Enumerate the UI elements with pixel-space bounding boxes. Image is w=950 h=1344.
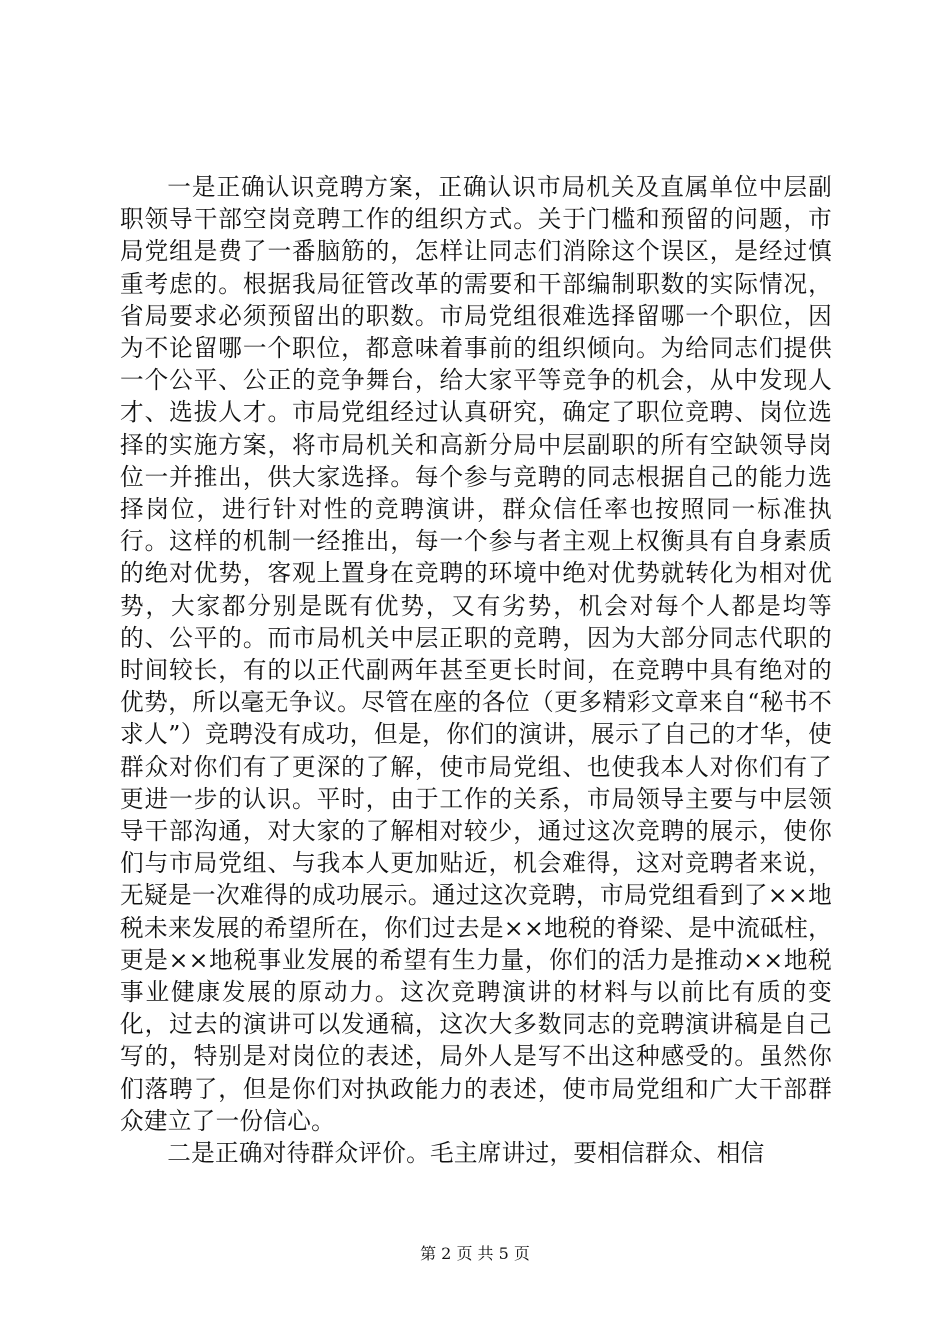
paragraph-1: 一是正确认识竞聘方案，正确认识市局机关及直属单位中层副职领导干部空岗竞聘工作的组织方式。关于门槛和预留的问题，市局党组是费了一番脑筋的，怎样让同志们消除这个误区，是经过慎重考虑的。根据我局征管改革的需要和干部编制职数的实际情况，省局要求必须预留出的职数。市局党组很难选择留哪一个职位，因为不论留哪一个职位，都意味着事前的组织倾向。为给同志们提供一个公平、公正的竞争舞台，给大家平等竞争的机会，从中发现人才、选拔人才。市局党组经过认真研究，确定了职位竞聘、岗位选择的实施方案，将市局机关和高新分局中层副职的所有空缺领导岗位一并推出，供大家选择。每个参与竞聘的同志根据自己的能力选择岗位，进行针对性的竞聘演讲，群众信任率也按照同一标准执行。这样的机制一经推出，每一个参与者主观上权衡具有自身素质的绝对优势，客观上置身在竞聘的环境中绝对优势就转化为相对优势，大家都分别是既有优势，又有劣势，机会对每个人都是均等的、公平的。而市局机关中层正职的竞聘，因为大部分同志代职的时间较长，有的以正代副两年甚至更长时间，在竞聘中具有绝对的优势，所以毫无争议。尽管在座的各位（更多精彩文章来自“秘书不求人”）竞聘没有成功，但是，你们的演讲，展示了自己的才华，使群众对你们有了更深的了解，使市局党组、也使我本人对你们有了更进一步的认识。平时，由于工作的关系，市局领导主要与中层领导干部沟通，对大家的了解相对较少，通过这次竞聘的展示，使你们与市局党组、与我本人更加贴近，机会难得，这对竞聘者来说，无疑是一次难得的成功展示。通过这次竞聘，市局党组看到了××地税未来发展的希望所在，你们过去是××地税的脊梁、是中流砥柱，更是××地税事业发展的希望有生力量，你们的活力是推动××地税事业健康发展的原动力。这次竞聘演讲的材料与以前比有质的变化，过去的演讲可以发通稿，这次大多数同志的竞聘演讲稿是自己写的，特别是对岗位的表述，局外人是写不出这种感受的。虽然你们落聘了，但是你们对执政能力的表述，使市局党组和广大干部群众建立了一份信心。 (120, 173, 832, 1135)
paragraph-2: 二是正确对待群众评价。毛主席讲过，要相信群众、相信 (167, 1139, 765, 1168)
page-footer: 第 2 页 共 5 页 (420, 1244, 530, 1263)
document-body (120, 171, 832, 1169)
